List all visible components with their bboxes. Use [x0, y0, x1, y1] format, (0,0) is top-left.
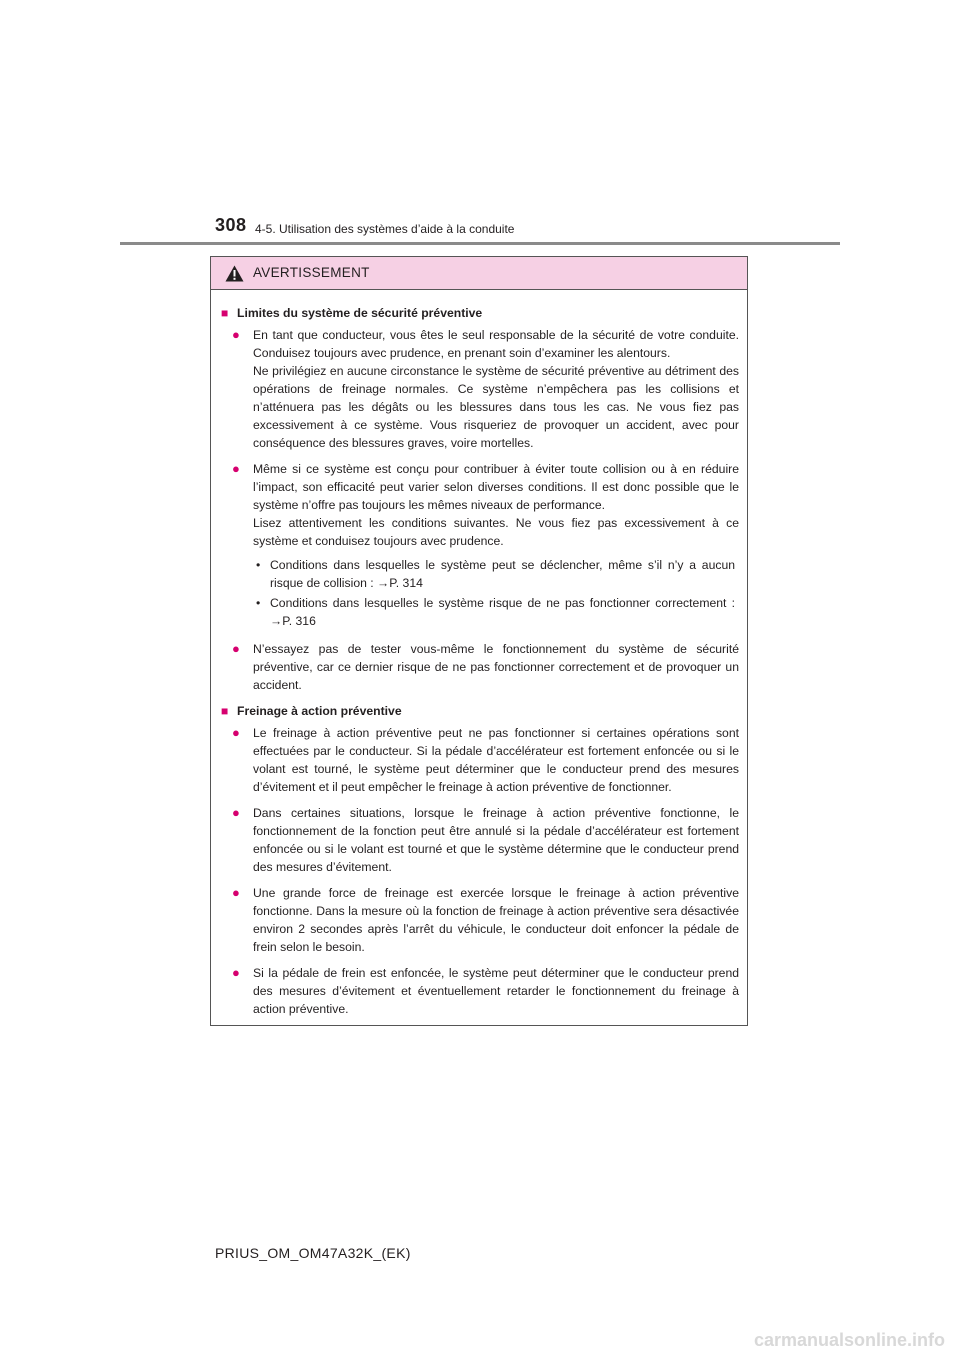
svg-text:carmanualsonline.info: carmanualsonline.info [754, 1330, 946, 1350]
small-bullet-icon: • [256, 558, 261, 572]
dot-bullet-icon: ● [232, 327, 240, 342]
dot-bullet-icon: ● [232, 461, 240, 476]
warning-paragraph: N’essayez pas de tester vous-même le fonctionnement du système de sécurité préventive, car ce dernier risque de ne pas fonctionner correctement et de provoquer un accident. [253, 642, 739, 692]
warning-item-text [253, 804, 739, 876]
dot-bullet-icon: ● [232, 725, 240, 740]
small-bullet-icon: • [256, 596, 261, 610]
condition-list-item [253, 556, 739, 592]
warning-item-text [253, 460, 739, 632]
warning-item [232, 964, 739, 1018]
warning-triangle-icon [225, 265, 244, 282]
warning-paragraph: Dans certaines situations, lorsque le freinage à action préventive fonctionne, le fonctionnement de la fonction peut être annulé si la pédale d’accélérateur est fortement enfoncée ou si le volant est tourné et que le système détermine que le conducteur prend des mesures d’évitement. [253, 806, 739, 874]
warning-item [232, 724, 739, 796]
condition-text: Conditions dans lesquelles le système peut se déclencher, même s’il n’y a aucun risque de collision : →P. 314 [270, 558, 735, 590]
condition-list-item [253, 594, 739, 630]
warning-item [232, 884, 739, 956]
section-title: 4-5. Utilisation des systèmes d’aide à la conduite [255, 222, 515, 236]
warning-header [211, 257, 747, 290]
warning-topic [221, 702, 739, 1018]
condition-list [253, 556, 739, 630]
warning-item-text [253, 884, 739, 956]
topic-heading [221, 702, 739, 720]
warning-item-text [253, 326, 739, 452]
warning-paragraph: Si la pédale de frein est enfoncée, le système peut déterminer que le conducteur prend des mesures d’évitement et éventuellement retarder le fonctionnement du freinage à action préventive. [253, 966, 739, 1016]
dot-bullet-icon: ● [232, 641, 240, 656]
condition-text: Conditions dans lesquelles le système risque de ne pas fonctionner correctement : →P. 316 [270, 596, 735, 628]
dot-bullet-icon: ● [232, 885, 240, 900]
warning-paragraph: En tant que conducteur, vous êtes le seul responsable de la sécurité de votre conduite. Conduisez toujours avec prudence, en prenant soin d’examiner les alentours. [253, 328, 739, 360]
warning-label: AVERTISSEMENT [253, 265, 370, 280]
page-number: 308 [215, 215, 247, 235]
warning-paragraph: Le freinage à action préventive peut ne pas fonctionner si certaines opérations sont effectuées par le conducteur. Si la pédale d’accélérateur est fortement enfoncée ou si le volant est tourné, le système peut déterminer que le conducteur prend des mesures d’évitement et il peut empêcher le freinage à action préventive de fonctionner. [253, 726, 739, 794]
warning-item [232, 326, 739, 452]
warning-box [210, 256, 748, 1026]
square-bullet-icon: ■ [221, 306, 229, 320]
topic-heading-text: Limites du système de sécurité préventive [237, 306, 483, 320]
topic-heading [221, 304, 739, 322]
footer-document-code: PRIUS_OM_OM47A32K_(EK) [215, 1245, 411, 1261]
warning-item [232, 804, 739, 876]
watermark-logo [752, 1320, 957, 1354]
warning-paragraph: Une grande force de freinage est exercée lorsque le freinage à action préventive fonctionne. Dans la mesure où la fonction de freinage à action préventive sera désactivée environ 2 secondes après l’arrêt du véhicule, le conducteur doit enfoncer la pédale de frein selon le besoin. [253, 886, 739, 954]
warning-body [211, 290, 747, 1034]
warning-item [232, 640, 739, 694]
warning-item-text [253, 640, 739, 694]
warning-item-text [253, 724, 739, 796]
warning-paragraph: Même si ce système est conçu pour contribuer à éviter toute collision ou à en réduire l’impact, son efficacité peut varier selon diverses conditions. Il est donc possible que le système n’offre pas toujours les mêmes niveaux de performance. [253, 462, 739, 512]
square-bullet-icon: ■ [221, 704, 229, 718]
page-header [0, 0, 960, 250]
warning-paragraph: Lisez attentivement les conditions suivantes. Ne vous fiez pas excessivement à ce système et conduisez toujours avec prudence. [253, 516, 739, 548]
warning-item [232, 460, 739, 632]
topic-heading-text: Freinage à action préventive [237, 704, 402, 718]
warning-paragraph: Ne privilégiez en aucune circonstance le système de sécurité préventive au détriment des opérations de freinage normales. Ce système n’empêchera pas les collisions et n’atténuera pas les dégâts ou les blessures dans tous les cas. Ne vous fiez pas excessivement à ce système. Vous risqueriez de provoquer un accident, avec pour conséquence des blessures graves, voire mortelles. [253, 364, 739, 450]
dot-bullet-icon: ● [232, 965, 240, 980]
dot-bullet-icon: ● [232, 805, 240, 820]
warning-topic [221, 304, 739, 694]
header-rule [120, 242, 840, 245]
warning-item-text [253, 964, 739, 1018]
